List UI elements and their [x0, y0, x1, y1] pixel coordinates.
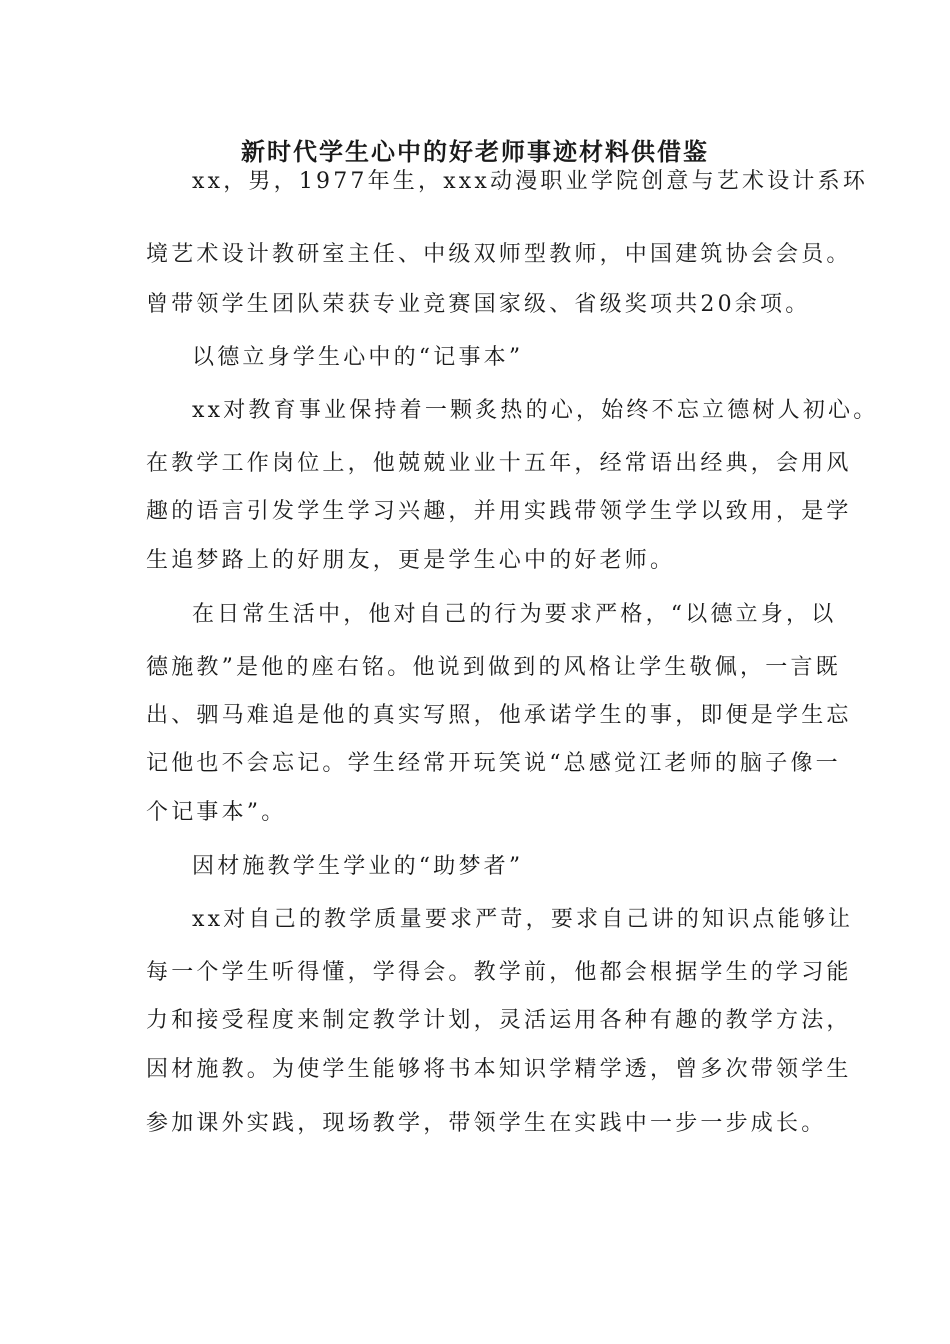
paragraph-3-line-4: 记他也不会忘记。学生经常开玩笑说“总感觉江老师的脑子像一 — [146, 751, 841, 776]
paragraph-2-line-4: 生追梦路上的好朋友，更是学生心中的好老师。 — [146, 548, 676, 573]
paragraph-1-line-2: 境艺术设计教研室主任、中级双师型教师，中国建筑协会会员。 — [146, 242, 852, 267]
paragraph-3-line-3: 出、驷马难追是他的真实写照，他承诺学生的事，即便是学生忘 — [146, 703, 852, 728]
paragraph-4-line-1: xx对自己的教学质量要求严苛，要求自己讲的知识点能够让 — [192, 907, 854, 932]
section-heading-1: 以德立身学生心中的“记事本” — [192, 345, 524, 370]
document-title: 新时代学生心中的好老师事迹材料供借鉴 — [241, 137, 709, 166]
paragraph-2-line-2: 在教学工作岗位上，他兢兢业业十五年，经常语出经典，会用风 — [146, 451, 852, 476]
paragraph-3-line-5: 个记事本”。 — [146, 800, 287, 825]
paragraph-4-line-4: 因材施教。为使学生能够将书本知识学精学透，曾多次带领学生 — [146, 1057, 852, 1082]
paragraph-2-line-3: 趣的语言引发学生学习兴趣，并用实践带领学生学以致用，是学 — [146, 499, 852, 524]
paragraph-2-line-1: xx对教育事业保持着一颗炙热的心，始终不忘立德树人初心。 — [192, 398, 879, 423]
paragraph-4-line-3: 力和接受程度来制定教学计划，灵活运用各种有趣的教学方法， — [146, 1008, 852, 1033]
paragraph-1-line-3: 曾带领学生团队荣获专业竞赛国家级、省级奖项共20余项。 — [146, 292, 811, 317]
paragraph-3-line-2: 德施教”是他的座右铭。他说到做到的风格让学生敬佩，一言既 — [146, 655, 841, 680]
section-heading-2: 因材施教学生学业的“助梦者” — [192, 854, 524, 879]
paragraph-4-line-2: 每一个学生听得懂，学得会。教学前，他都会根据学生的学习能 — [146, 960, 852, 985]
paragraph-3-line-1: 在日常生活中，他对自己的行为要求严格，“以德立身，以 — [192, 602, 837, 627]
paragraph-1-line-1: xx，男，1977年生，xxx动漫职业学院创意与艺术设计系环 — [192, 169, 869, 194]
paragraph-4-line-5: 参加课外实践，现场教学，带领学生在实践中一步一步成长。 — [146, 1111, 827, 1136]
